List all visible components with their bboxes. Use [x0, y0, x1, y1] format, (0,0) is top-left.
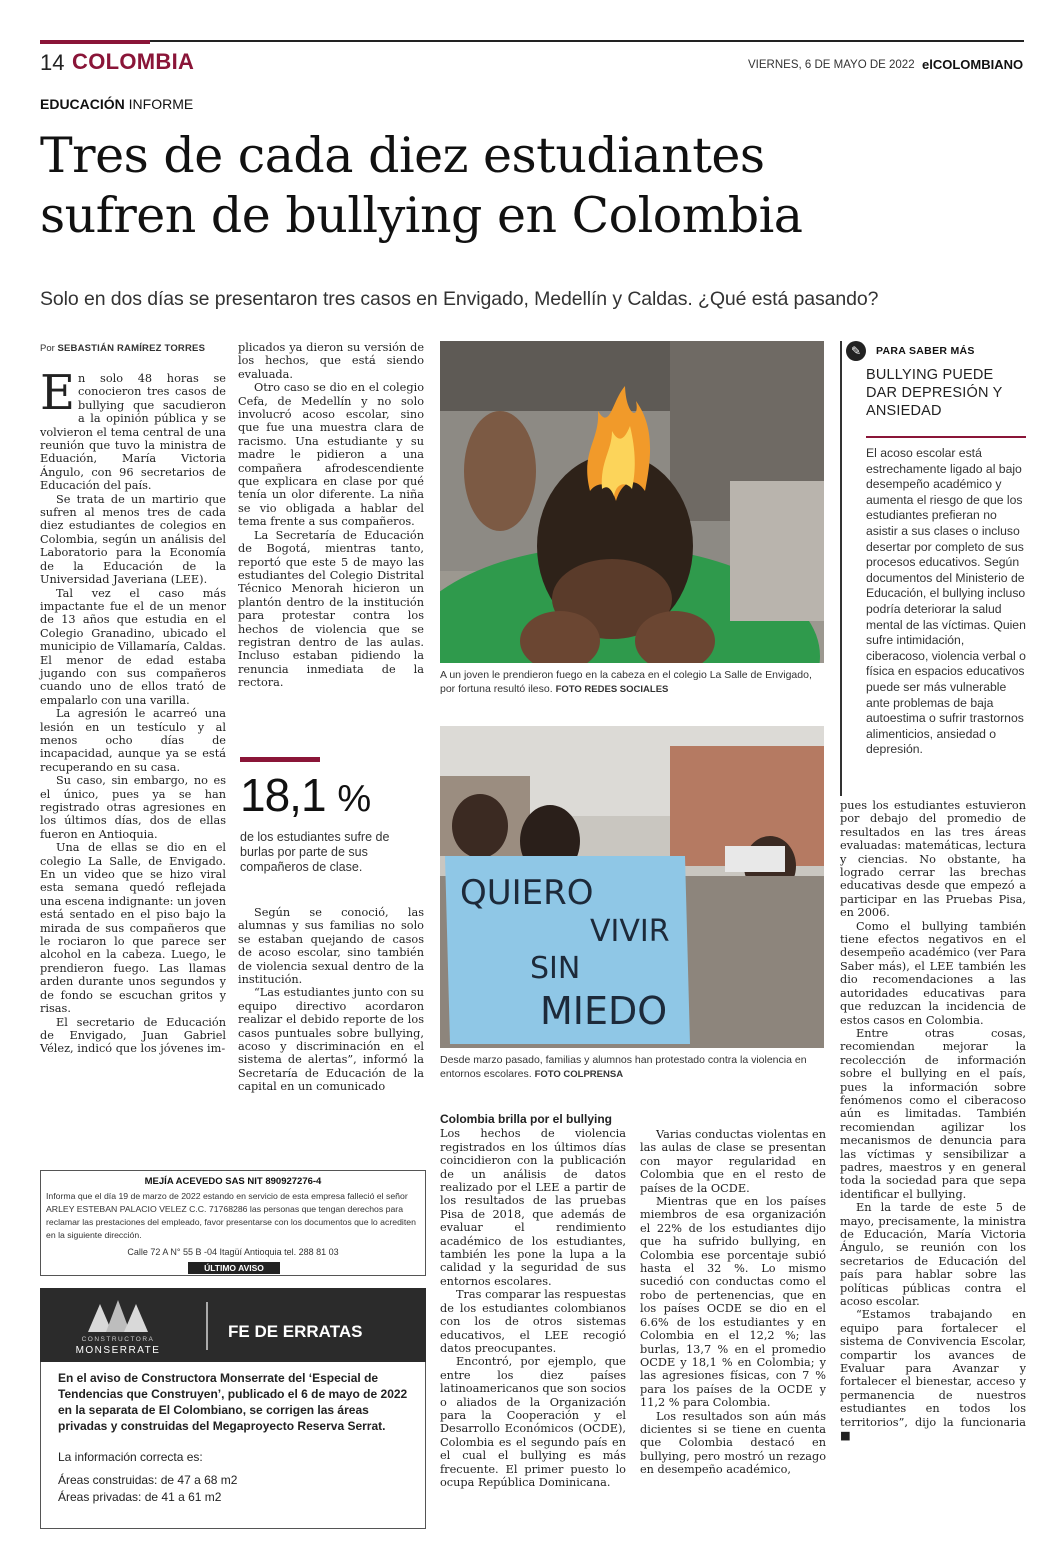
paragraph: “Estamos trabajando en equipo para fortalecer el sistema de Convivencia Escolar, compartir los avances de Evaluar para Avanzar y fortalecer el bienestar, acceso y permanencia de nuestros estudiantes en todos los territorios”, dijo la funcionaria ■	[840, 1308, 1026, 1443]
paragraph: plicados ya dieron su versión de los hechos, que está siendo evaluada.	[238, 341, 424, 381]
subsection-title: Colombia brilla por el bullying	[440, 1112, 613, 1126]
notice-body: Informa que el día 19 de marzo de 2022 estando en servicio de esta empresa falleció el señor ARLEY ESTEBAN PALACIO VELEZ C.C. 71768286 las personas que tengan derechos para reclamar las prestaciones del empleado, favor presentarse con los documentos que lo acrediten en la siguiente dirección.	[46, 1191, 416, 1240]
ad-separator	[206, 1302, 208, 1350]
photo-student-fire	[440, 341, 824, 663]
paragraph: Tras comparar las respuestas de los estudiantes colombianos con los de otros sistemas educativos, el LEE recogió datos preocupantes.	[440, 1288, 626, 1355]
paragraph: Se trata de un martirio que sufren al menos tres de cada diez estudiantes de colegios en Colombia, según un análisis del Laboratorio para la Economía de la Educación de la Universidad Javeriana (LEE).	[40, 492, 226, 587]
stat-value: 18,1	[240, 769, 326, 821]
kicker-strong: EDUCACIÓN	[40, 96, 125, 112]
subhead: Solo en dos días se presentaron tres casos en Envigado, Medellín y Caldas. ¿Qué está pasando?	[40, 288, 879, 310]
photo-caption-1	[440, 669, 824, 696]
headline-line-1: Tres de cada diez estudiantes	[40, 127, 765, 184]
paragraph: Varias conductas violentas en las aulas de clase se presentan con mayor regularidad en Colombia que en el resto de países de la OCDE.	[640, 1128, 826, 1195]
paragraph: Los resultados son aún más dicientes si se tiene en cuenta que Colombia destacó en bullying, pero mostró un rezago en desempeño académico,	[640, 1409, 826, 1477]
paragraph: Los hechos de violencia registrados en los últimos días coincidieron con la publicación de un análisis de datos realizado por el LEE a partir de los resultados de las pruebas Pisa de 2018, que además de evaluar el rendimiento académico de los estudiantes, también les pone la lupa a la calidad y la seguridad de sus entornos escolares.	[440, 1127, 626, 1288]
article-column-3	[440, 1112, 626, 1489]
paragraph: El secretario de Educación de Envigado, Juan Gabriel Vélez, indicó que los jóvenes im-	[40, 1015, 226, 1056]
paragraph: Entre otras cosas, recomiendan mejorar la recolección de información sobre el bullying en el país, pues la información sobre fenómenos como el ciberacoso aún es limitadas. También recomiendan agilizar los mecanismos de denuncia para las víctimas y sensibilizar a padres, maestros y en general toda la sociedad para que sepa identificar el bullying.	[840, 1026, 1026, 1201]
sign-text-line-2: VIVIR	[590, 914, 670, 949]
article-column-1	[40, 365, 226, 1056]
ad-line-2: Áreas privadas: de 41 a 61 m2	[58, 1490, 222, 1504]
newspaper-brand: elCOLOMBIANO	[922, 57, 1024, 72]
stat-description: de los estudiantes sufre de burlas por parte de sus compañeros de clase.	[240, 830, 390, 874]
article-column-2-top	[238, 341, 424, 690]
ad-brand: MONSERRATE	[75, 1345, 161, 1356]
stat-accent-bar	[240, 757, 320, 762]
sign-text-line-4: MIEDO	[540, 989, 668, 1033]
sign-text-line-1: QUIERO	[460, 873, 594, 913]
article-column-5	[840, 799, 1026, 1443]
paragraph: Otro caso se dio en el colegio Cefa, de Medellín y no solo involucró acoso escolar, sino que fue una muestra clara de racismo. Una estudiante y su madre le pidieron a una compañera afrodescendiente que explicara en clase por qué tenía un olor diferente. La niña se vio obligada a hablar del tema frente a sus compañeros.	[238, 381, 424, 529]
headline	[40, 126, 1030, 246]
stat-number	[240, 768, 370, 822]
paragraph: pues los estudiantes estuvieron por debajo del promedio de resultados en las tres áreas evaluadas: matemáticas, lectura y ciencias. No obstante, ha logrado cerrar las brechas educativas desde que empezó a participar en las Pruebas Pisa, en 2006.	[840, 799, 1026, 920]
sign-text-line-3: SIN	[530, 951, 581, 986]
ad-body: En el aviso de Constructora Monserrate del ‘Especial de Tendencias que Construyen’, publicado el 6 de mayo de 2022 en la separata de El Colombiano, se corrigen las áreas privadas y construidas del Megaproyecto Reserva Serrat.	[58, 1371, 408, 1433]
ad-subbrand: CONSTRUCTORA	[81, 1336, 155, 1343]
photo-protest-illustration	[440, 726, 824, 1048]
paragraph-text: n solo 48 horas se conocieron tres casos de bullying que sacudieron a la opinión pública y se volvieron el tema central de una reunión que tuvo la ministra de Eduación, María Victoria Ángulo, con 96 secretarios de Educación del país.	[40, 372, 226, 493]
caption-text: A un joven le prendieron fuego en la cabeza en el colegio La Salle de Envigado, por fortuna resultó ileso.	[440, 669, 812, 695]
notice-title: MEJÍA ACEVEDO SAS NIT 890927276-4	[144, 1176, 322, 1187]
headline-line-2: sufren de bullying en Colombia	[40, 187, 803, 244]
sidebar-divider	[866, 436, 1026, 438]
notice-address: Calle 72 A N° 55 B -04 Itagüí Antioquia tel. 288 81 03	[127, 1247, 339, 1257]
page-number: 14	[40, 50, 65, 75]
photo-credit: FOTO COLPRENSA	[534, 1068, 624, 1080]
byline-prefix: Por	[40, 343, 55, 354]
section-name: COLOMBIA	[72, 49, 195, 74]
paragraph: Tal vez el caso más impactante fue el de un menor de 13 años que estudia en el Colegio Granadino, ubicado el municipio de Villamaría, Caldas. El menor de edad estaba jugando con sus compañeros cuando uno de ellos trató de empalarlo con una varilla.	[40, 586, 226, 707]
paragraph: La Secretaría de Educación de Bogotá, mientras tanto, reportó que este 5 de mayo las estudiantes del Colegio Distrital Técnico Menorah hicieron un plantón dentro de la institución para protestar contra los hechos de violencia que se registran dentro de las aulas. Incluso estaban pidiendo la renuncia inmediata de la rectora.	[238, 528, 424, 690]
paragraph: Su caso, sin embargo, no es el único, pues ya se han registrado otras agresiones en los últimos días, dos de ellas fueron en Antioquia.	[40, 774, 226, 841]
paragraph: La agresión le acarreó una lesión en un testículo y al menos ocho días de incapacidad, aunque ya se está recuperando en su casa.	[40, 707, 226, 774]
paragraph: Encontró, por ejemplo, que entre los diez países latinoamericanos que son socios o aliados de la Organización para la Cooperación y el Desarrollo Económicos (OCDE), Colombia es el segundo país en el cual el bullying es más frecuente. El primer puesto lo ocupa República Dominicana.	[440, 1355, 626, 1489]
paragraph: Como el bullying también tiene efectos negativos en el desempeño académico (ver Para Saber más), el LEE también les dio recomendaciones a las autoridades educativas para que reduzcan la incidencia de estos casos en Colombia.	[840, 919, 1026, 1027]
ad-line-1: Áreas construidas: de 47 a 68 m2	[58, 1473, 238, 1487]
monserrate-logo-icon	[86, 1298, 150, 1334]
sidebar-label: PARA SABER MÁS	[876, 345, 975, 357]
byline-author: SEBASTIÁN RAMÍREZ TORRES	[57, 343, 206, 354]
byline	[40, 343, 205, 354]
section-accent-rule	[40, 40, 150, 44]
pen-icon: ✎	[846, 341, 866, 361]
paragraph: En la tarde de este 5 de mayo, precisamente, la ministra de Educación, María Victoria Ángulo, se reunión con los secretarios de Educación del país para hablar sobre las políticas públicas contra el acoso escolar.	[840, 1201, 1026, 1309]
paragraph: “Las estudiantes junto con su equipo directivo acordaron realizar el debido reporte de los casos puntuales sobre bullying, acoso y discriminación en el sistema de alertas”, informó la Secretaría de Educación de la capital en un comunicado	[238, 986, 424, 1094]
kicker	[40, 96, 193, 112]
photo-protest	[440, 726, 824, 1048]
photo-student-fire-illustration	[440, 341, 824, 663]
photo-credit: FOTO REDES SOCIALES	[555, 683, 669, 695]
ad-correct-label: La información correcta es:	[58, 1450, 203, 1464]
paragraph: Según se conoció, las alumnas y sus familias no solo se estaban quejando de casos de acoso escolar, sino también de violencia sexual dentro de la institución.	[238, 906, 424, 987]
article-column-2-bottom	[238, 906, 424, 1094]
paragraph: Mientras que en los países miembros de esa organización el 22% de los estudiantes dijo que ha sufrido bullying, en Colombia ese porcentaje subió hasta el 32 %. Lo mismo sucedió con conductas como el robo de pertenencias, que en los países OCDE se dio en el 6.6% de los estudiantes y en Colombia en el 12,2 %; las burlas, 13,7 % en el promedio OCDE y 18,1 % en Colombia; y las agresiones físicas, con 7 % para los países de la OCDE y 11,2 % para Colombia.	[640, 1195, 826, 1410]
stat-unit: %	[337, 778, 371, 820]
top-rule	[40, 40, 1024, 42]
paragraph	[40, 365, 226, 493]
drop-cap: E	[40, 365, 76, 421]
sidebar-text: El acoso escolar está estrechamente ligado al bajo desempeño académico y aumenta el riesgo de que los estudiantes prefieran no asistir a sus clases o incluso desertar por completo de sus procesos educativos. Según documentos del Ministerio de Educación, el bullying incluso podría deteriorar la salud mental de las víctimas. Quien sufre intimidación, ciberacoso, violencia verbal o física en espacios educativos puede ser más vulnerable ante problemas de baja autoestima o sufrir trastornos alimenticios, ansiedad o depresión.	[866, 446, 1026, 757]
sidebar-rule	[840, 341, 842, 796]
photo-caption-2	[440, 1054, 824, 1081]
kicker-light: INFORME	[128, 96, 194, 112]
paragraph: Una de ellas se dio en el colegio La Salle, de Envigado. En un video que se hizo viral esta semana quedó reflejada una escena indignante: un joven está sentado en el piso bajo la mirada de sus compañeros que le rociaron lo que parece ser alcohol en la cabeza. Luego, le prendieron fuego. Las llamas arden durante unos segundos y de fondo se escuchan gritos y risas.	[40, 841, 226, 1016]
caption-text: Desde marzo pasado, familias y alumnos han protestado contra la violencia en entornos escolares.	[440, 1054, 807, 1080]
article-column-4	[640, 1128, 826, 1477]
date-line: VIERNES, 6 DE MAYO DE 2022	[748, 59, 915, 71]
sidebar-title: BULLYING PUEDE DAR DEPRESIÓN Y ANSIEDAD	[866, 367, 1003, 419]
notice-last-badge: ÚLTIMO AVISO	[188, 1262, 280, 1274]
ad-title: FE DE ERRATAS	[228, 1322, 363, 1341]
